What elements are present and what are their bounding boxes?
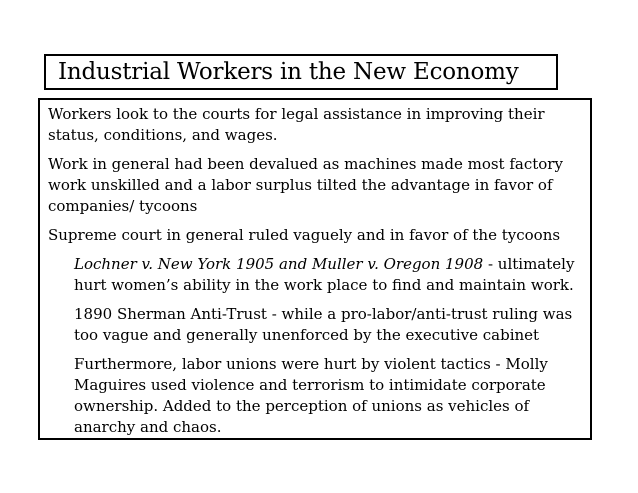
sub-point-1-rest: - ultimately hurt women’s ability in the work place to find and maintain work.: [74, 255, 575, 294]
bullet-point-3: Supreme court in general ruled vaguely and in favor of the tycoons: [48, 226, 561, 244]
sub-point-1: [74, 254, 588, 296]
bullet-point-2: Work in general had been devalued as machines made most factory work unskilled and a labor surplus tilted the advantage in favor of companies/ tycoons: [48, 155, 563, 215]
title-box: [44, 54, 558, 90]
case-names: Lochner v. New York 1905 and Muller v. Oregon 1908: [74, 255, 484, 273]
sub-point-3: Furthermore, labor unions were hurt by violent tactics - Molly Maguires used violence and terrorism to intimidate corporate ownership. Added to the perception of unions as vehicles of anarchy and chaos.: [74, 355, 548, 436]
sub-point-2: 1890 Sherman Anti-Trust - while a pro-labor/anti-trust ruling was too vague and generally unenforced by the executive cabinet: [74, 305, 573, 344]
slide-body: [48, 104, 588, 446]
bullet-point-1: Workers look to the courts for legal assistance in improving their status, conditions, and wages.: [48, 105, 545, 144]
slide-title: Industrial Workers in the New Economy: [58, 59, 519, 85]
